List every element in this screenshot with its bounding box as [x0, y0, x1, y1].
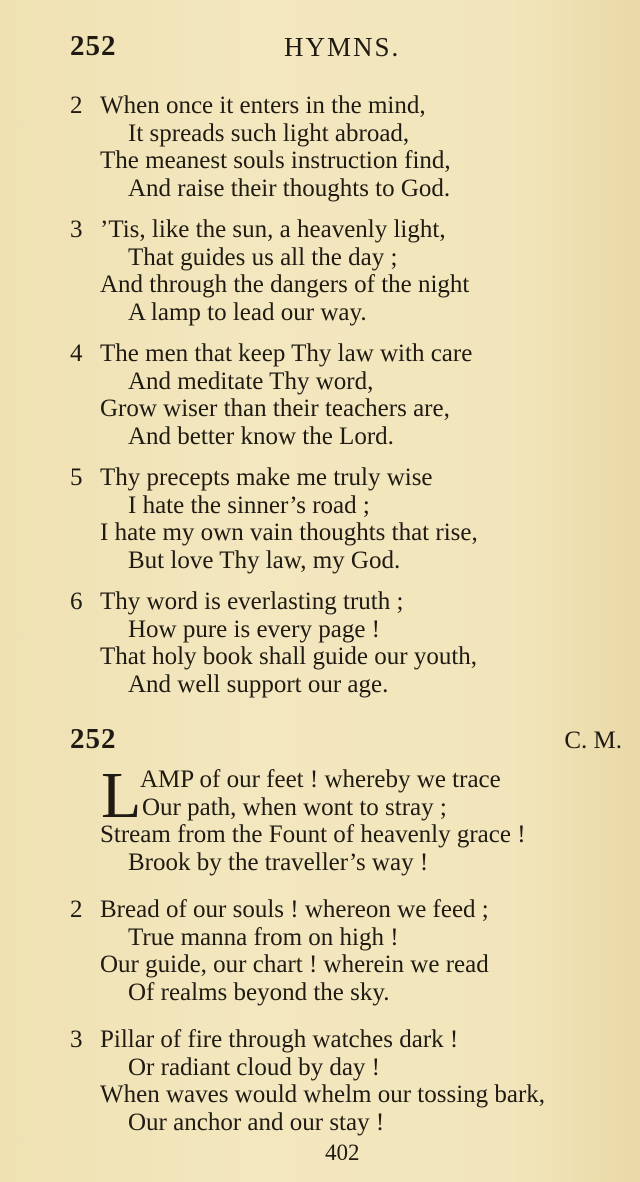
stanza-number: 3	[70, 1026, 83, 1053]
verse-line: I hate the sinner’s road ;	[128, 491, 370, 519]
verse-line: ’Tis, like the sun, a heavenly light,	[100, 216, 446, 243]
stanza-3	[0, 1026, 640, 1136]
stanza-number: 3	[70, 216, 83, 243]
verse-line: And better know the Lord.	[128, 422, 394, 450]
verse-line: Our anchor and our stay !	[128, 1108, 385, 1136]
verse-line: Bread of our souls ! whereon we feed ;	[100, 896, 489, 923]
hymn-number: 252	[70, 723, 117, 755]
verse-line: AMP of our feet ! whereby we trace	[140, 766, 501, 793]
verse-line: It spreads such light abroad,	[128, 119, 410, 147]
previous-hymn-stanza-5	[0, 464, 640, 574]
verse-line: Our path, when wont to stray ;	[142, 793, 447, 821]
stanza-number: 2	[70, 896, 83, 923]
verse-line: When once it enters in the mind,	[100, 92, 426, 119]
verse-line: But love Thy law, my God.	[128, 546, 401, 574]
stanza-5	[0, 464, 640, 574]
page-header	[70, 30, 570, 70]
verse-line: And well support our age.	[128, 670, 389, 698]
stanza-4	[0, 340, 640, 450]
verse-line: The meanest souls instruction find,	[100, 147, 451, 174]
verse-line: That holy book shall guide our youth,	[100, 643, 478, 670]
stanza-1	[0, 759, 640, 876]
previous-hymn-stanza-3	[0, 216, 640, 326]
verse-line: Or radiant cloud by day !	[128, 1053, 381, 1081]
stanza-2	[0, 92, 640, 202]
verse-line: When waves would whelm our tossing bark,	[100, 1081, 546, 1108]
stanza-number: 5	[70, 464, 83, 491]
stanza-3	[0, 216, 640, 326]
verse-line: And through the dangers of the night	[100, 271, 470, 298]
verse-line: That guides us all the day ;	[128, 243, 398, 271]
verse-line: Thy precepts make me truly wise	[100, 464, 433, 491]
header-title: HYMNS.	[284, 32, 401, 62]
verse-line: And meditate Thy word,	[128, 367, 374, 395]
verse-line: Pillar of fire through watches dark !	[100, 1026, 459, 1053]
hymn-meter: C. M.	[564, 727, 622, 754]
stanza-number: 2	[70, 92, 83, 119]
stanza-2	[0, 896, 640, 1006]
previous-hymn-stanza-4	[0, 340, 640, 450]
hymn-stanza-2	[0, 896, 640, 1006]
verse-line: Stream from the Fount of heavenly grace !	[100, 821, 526, 848]
verse-line: And raise their thoughts to God.	[128, 174, 451, 202]
verse-line: Grow wiser than their teachers are,	[100, 395, 450, 422]
previous-hymn-stanza-6	[0, 588, 640, 698]
verse-line: True manna from on high !	[128, 923, 399, 951]
verse-line: A lamp to lead our way.	[128, 298, 367, 326]
stanza-6	[0, 588, 640, 698]
verse-line: Brook by the traveller’s way !	[128, 848, 429, 876]
stanza-number: 6	[70, 588, 83, 615]
stanza-number: 4	[70, 340, 83, 367]
hymn-heading	[70, 723, 622, 763]
hymn-stanza-3	[0, 1026, 640, 1136]
verse-line: Of realms beyond the sky.	[128, 978, 390, 1006]
verse-line: Thy word is everlasting truth ;	[100, 588, 404, 615]
verse-line: How pure is every page !	[128, 615, 380, 643]
drop-cap: L	[101, 759, 142, 832]
footer-page-number: 402	[325, 1140, 360, 1165]
verse-line: I hate my own vain thoughts that rise,	[100, 519, 478, 546]
header-page-number: 252	[70, 30, 117, 62]
verse-line: The men that keep Thy law with care	[100, 340, 473, 367]
verse-line: Our guide, our chart ! wherein we read	[100, 951, 489, 978]
previous-hymn	[0, 92, 640, 202]
